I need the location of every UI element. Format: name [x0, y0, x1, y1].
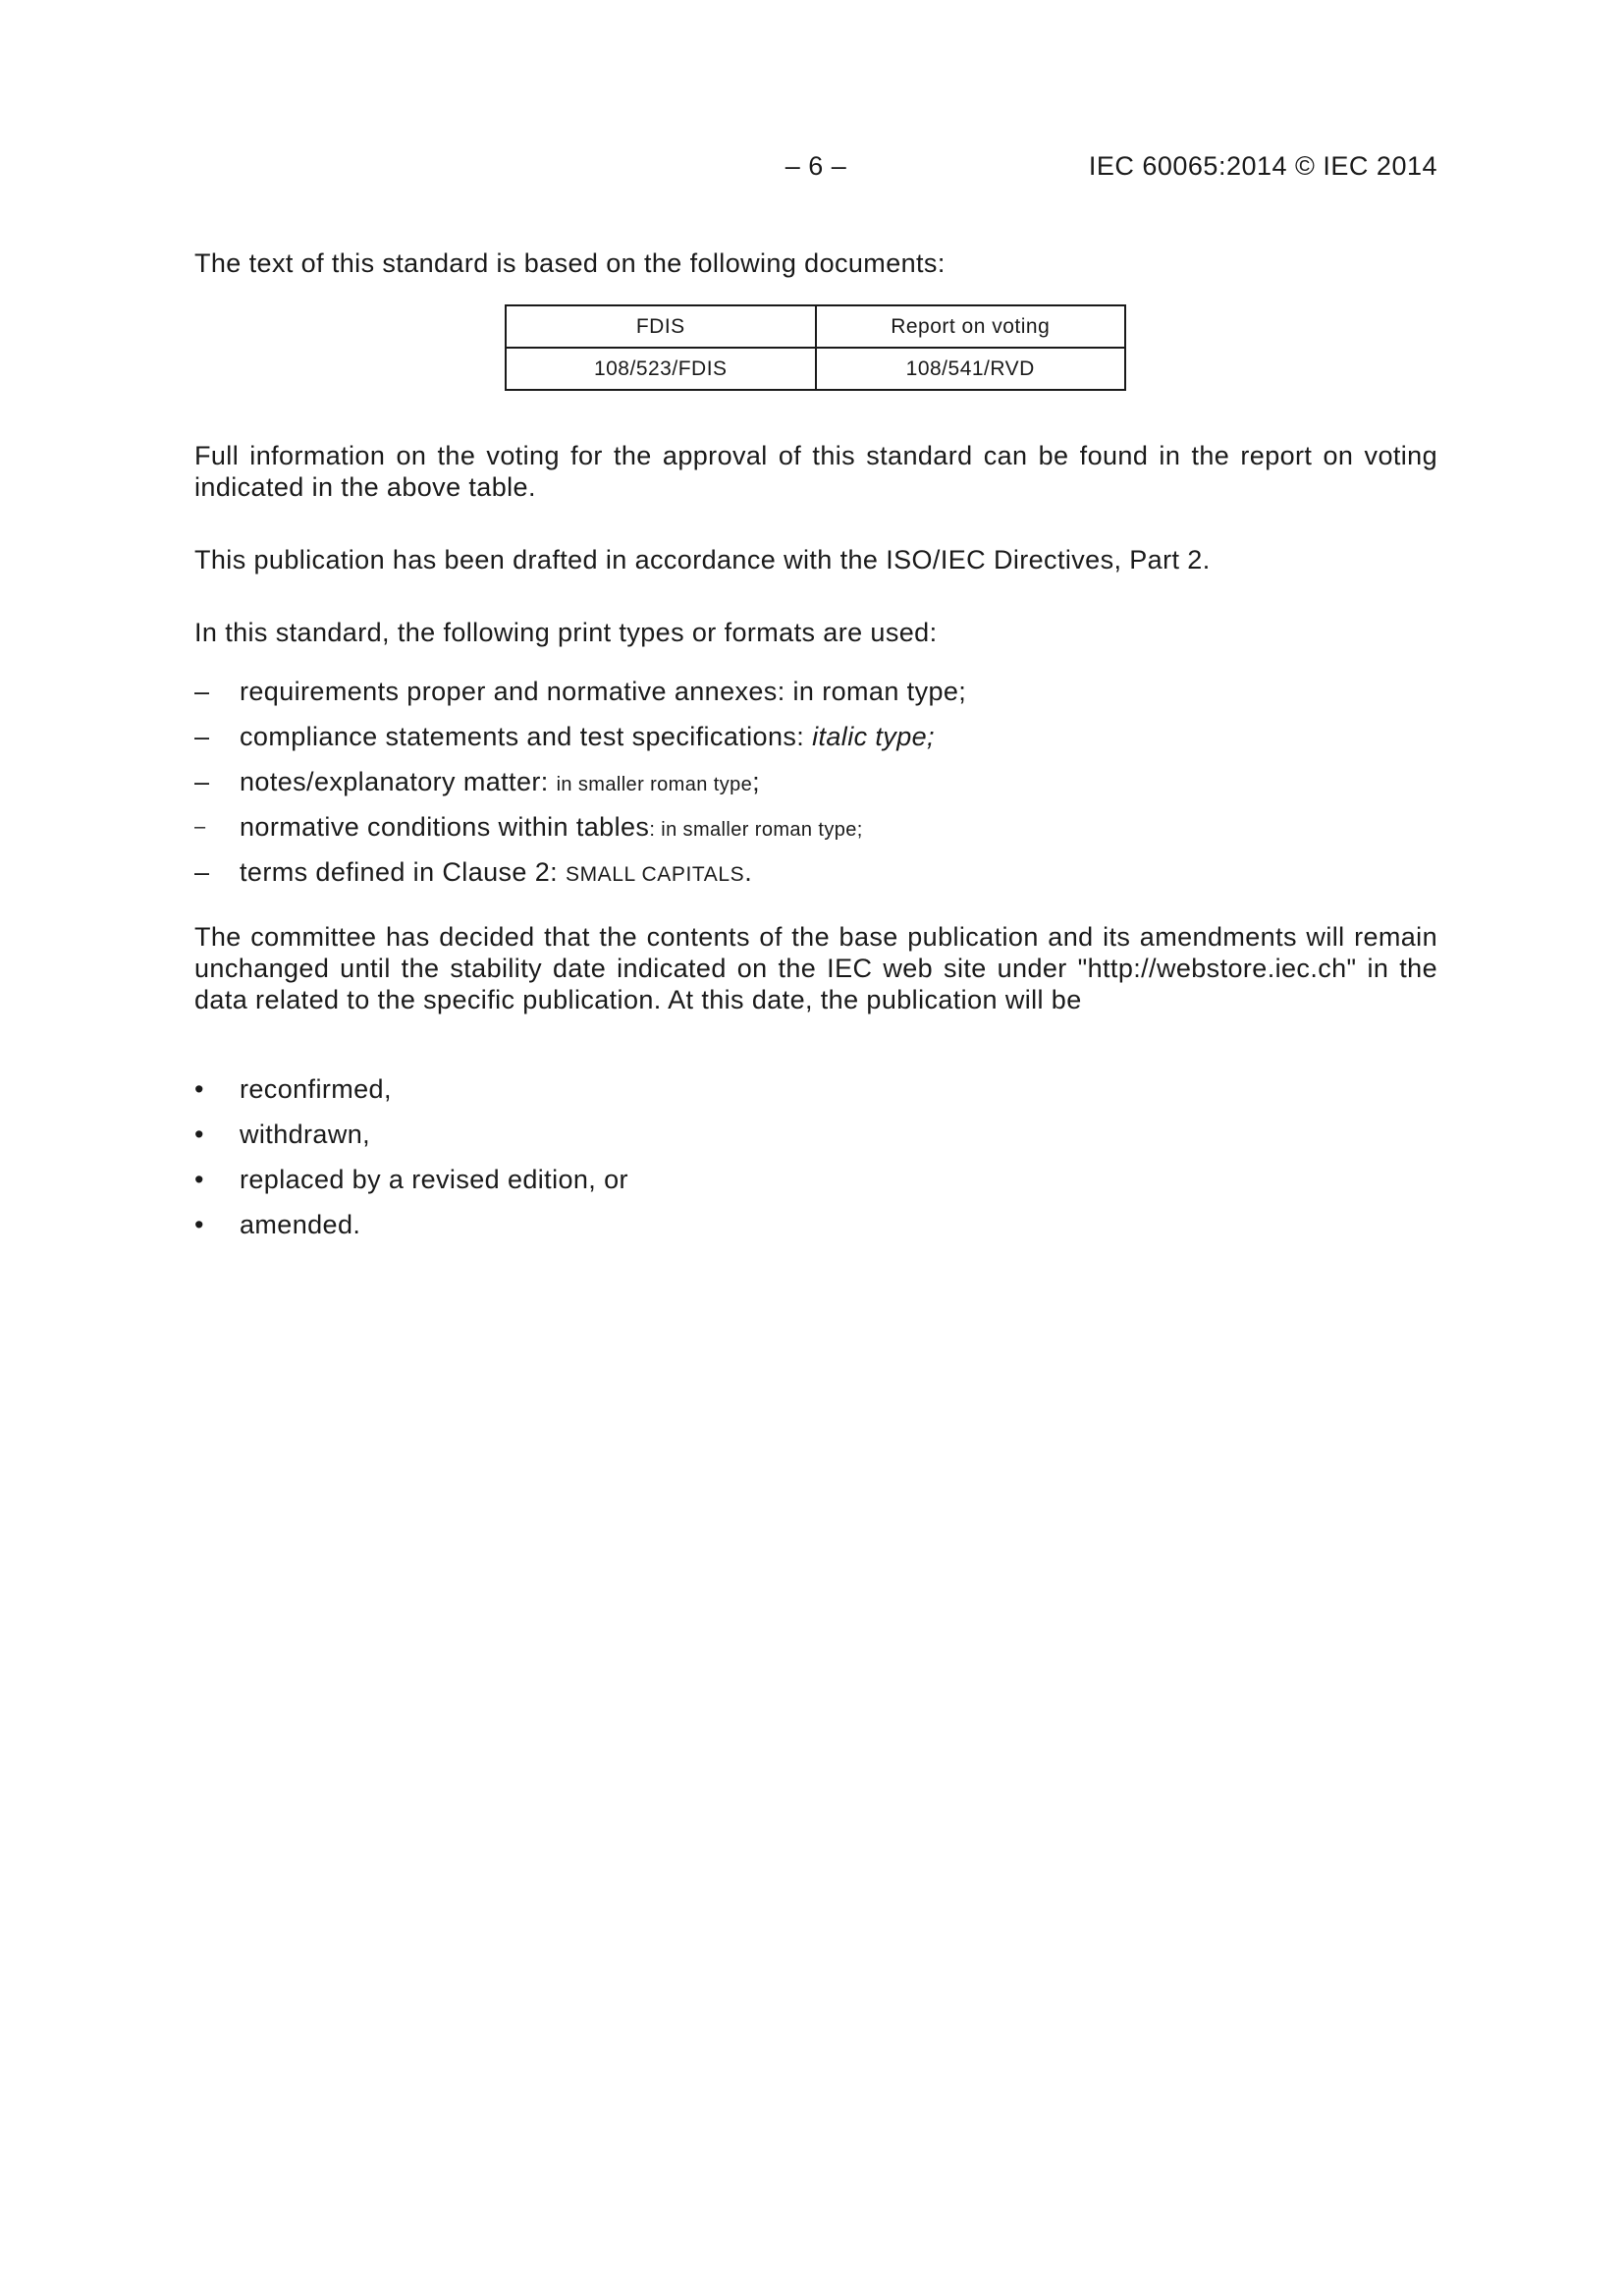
list-item-label: amended.	[240, 1210, 361, 1239]
table-cell: 108/541/RVD	[816, 348, 1126, 390]
list-item-label: reconfirmed,	[240, 1074, 392, 1104]
list-item-label: requirements proper and normative annexes:	[240, 677, 793, 706]
bullet-marker: •	[194, 1074, 204, 1104]
bullet-marker: •	[194, 1120, 204, 1149]
table-cell: 108/523/FDIS	[506, 348, 816, 390]
outcomes-list	[194, 1073, 1437, 1240]
list-item-label: compliance statements and test specifications:	[240, 722, 813, 751]
bullet-marker: •	[194, 1210, 204, 1239]
dash-marker: –	[194, 722, 210, 751]
list-item	[194, 766, 1437, 797]
bullet-marker: •	[194, 1165, 204, 1194]
list-item-label: terms defined in Clause 2:	[240, 857, 566, 887]
list-item	[194, 676, 1437, 707]
list-item	[194, 1164, 1437, 1195]
list-item-value: italic type;	[812, 722, 935, 751]
list-item-value: SMALL CAPITALS	[565, 863, 745, 886]
list-item	[194, 1073, 1437, 1105]
list-item-label: normative conditions within tables	[240, 812, 650, 842]
dash-marker: –	[194, 857, 210, 887]
dash-marker: –	[194, 677, 210, 706]
intro-paragraph: The text of this standard is based on the following documents:	[194, 248, 946, 278]
list-item	[194, 1209, 1437, 1240]
list-item	[194, 721, 1437, 752]
list-item-value: : in smaller roman type;	[649, 819, 863, 841]
list-item-label: replaced by a revised edition, or	[240, 1165, 628, 1194]
voting-info-paragraph: Full information on the voting for the approval of this standard can be found in the report on voting indicated in the above table.	[194, 441, 1437, 502]
list-item-end: ;	[752, 767, 761, 796]
committee-paragraph: The committee has decided that the contents of the base publication and its amendments will remain unchanged until the stability date indicated on the IEC web site under "http://webstore.iec.ch" in the data related to the specific publication. At this date, the publication will be	[194, 922, 1437, 1014]
documents-table	[505, 304, 1126, 391]
table-header-row	[506, 305, 1125, 348]
list-item	[194, 1119, 1437, 1150]
table-header-cell: Report on voting	[816, 305, 1126, 348]
dash-marker: –	[194, 767, 210, 796]
print-types-intro: In this standard, the following print types or formats are used:	[194, 618, 938, 647]
list-item-value: in smaller roman type	[556, 774, 753, 795]
list-item-value: in roman type;	[792, 677, 967, 706]
list-item-label: withdrawn,	[240, 1120, 371, 1149]
list-item	[194, 811, 1437, 843]
list-item	[194, 856, 1437, 888]
list-item-end: .	[744, 857, 753, 887]
list-item-label: notes/explanatory matter:	[240, 767, 557, 796]
table-header-cell: FDIS	[506, 305, 816, 348]
drafting-paragraph: This publication has been drafted in accordance with the ISO/IEC Directives, Part 2.	[194, 545, 1211, 574]
print-types-list	[194, 676, 1437, 888]
page-header	[194, 151, 1437, 191]
document-id: IEC 60065:2014 © IEC 2014	[1088, 151, 1437, 181]
table-row	[506, 348, 1125, 390]
page-number: – 6 –	[784, 151, 847, 181]
dash-marker: –	[194, 816, 206, 838]
